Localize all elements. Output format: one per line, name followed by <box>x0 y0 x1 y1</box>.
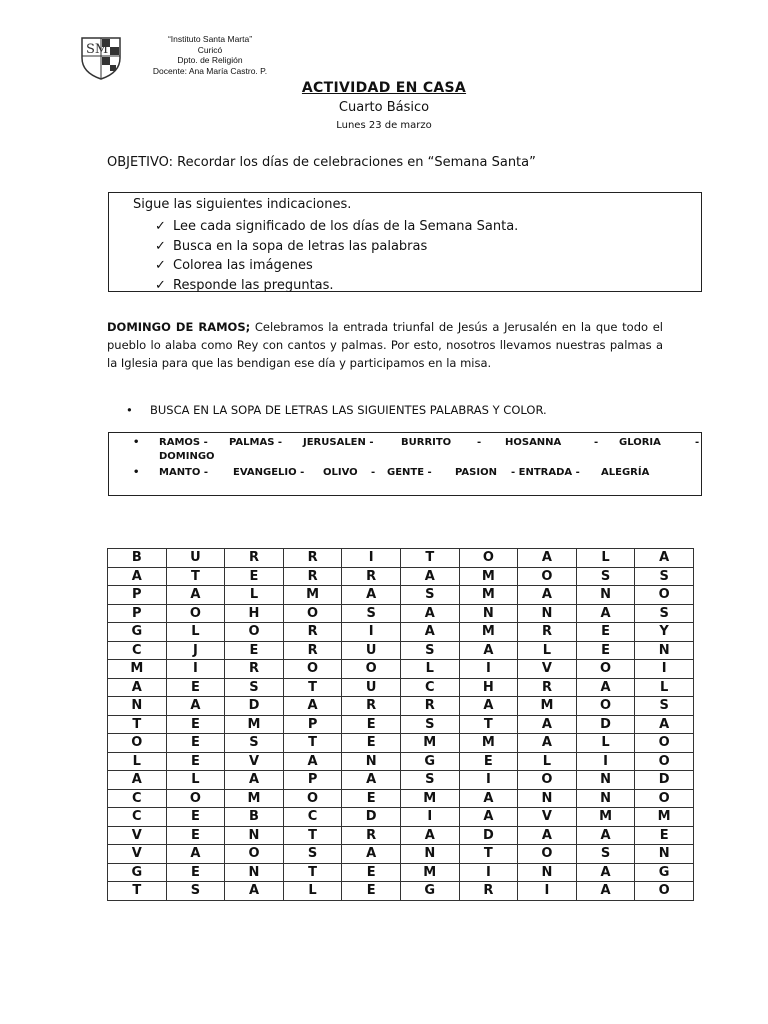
grid-cell[interactable]: E <box>342 734 401 753</box>
grid-cell[interactable]: I <box>342 549 401 568</box>
word-item: BURRITO <box>401 437 452 448</box>
instruction-item: ✓ Busca en la sopa de letras las palabras <box>155 237 518 257</box>
grid-cell[interactable]: E <box>459 752 518 771</box>
check-icon: ✓ <box>155 219 166 234</box>
word-line <box>133 437 703 451</box>
grid-cell[interactable]: M <box>459 567 518 586</box>
grid-row <box>108 678 694 697</box>
grid-cell[interactable]: S <box>400 715 459 734</box>
word-item: PASION <box>455 467 497 478</box>
grid-cell[interactable]: M <box>518 697 577 716</box>
grid-cell[interactable]: E <box>166 808 225 827</box>
grid-cell[interactable]: O <box>166 789 225 808</box>
grid-cell[interactable]: T <box>166 567 225 586</box>
grid-cell[interactable]: N <box>342 752 401 771</box>
instructions-intro: Sigue las siguientes indicaciones. <box>133 197 352 212</box>
grid-cell[interactable]: O <box>518 567 577 586</box>
grid-cell[interactable]: E <box>342 882 401 901</box>
grid-cell[interactable]: I <box>459 660 518 679</box>
grid-row <box>108 586 694 605</box>
grid-cell[interactable]: P <box>283 771 342 790</box>
grid-cell[interactable]: I <box>635 660 694 679</box>
grid-row <box>108 882 694 901</box>
instruction-item: ✓ Lee cada significado de los días de la Semana Santa. <box>155 217 518 237</box>
grid-cell[interactable]: R <box>518 623 577 642</box>
grid-cell[interactable]: S <box>635 697 694 716</box>
grid-cell[interactable]: N <box>635 845 694 864</box>
grid-cell[interactable]: N <box>576 771 635 790</box>
grid-cell[interactable]: M <box>283 586 342 605</box>
palm-sunday-paragraph <box>107 318 663 372</box>
grid-cell[interactable]: O <box>576 660 635 679</box>
grid-cell[interactable]: T <box>108 882 167 901</box>
grid-cell[interactable]: U <box>342 641 401 660</box>
bullet-icon: • <box>133 437 140 448</box>
grid-cell[interactable]: I <box>400 808 459 827</box>
school-header <box>78 34 298 84</box>
search-instruction: • BUSCA EN LA SOPA DE LETRAS LAS SIGUIENTES PALABRAS Y COLOR. <box>126 403 547 417</box>
grid-cell[interactable]: T <box>283 734 342 753</box>
grid-cell[interactable]: M <box>459 623 518 642</box>
grid-cell[interactable]: S <box>342 604 401 623</box>
school-info <box>130 34 290 76</box>
grid-cell[interactable]: A <box>283 752 342 771</box>
grid-cell[interactable]: O <box>283 660 342 679</box>
grid-cell[interactable]: S <box>225 678 284 697</box>
grid-cell[interactable]: T <box>283 678 342 697</box>
grid-cell[interactable]: L <box>283 882 342 901</box>
grid-cell[interactable]: P <box>108 604 167 623</box>
grid-cell[interactable]: A <box>518 549 577 568</box>
grid-cell[interactable]: O <box>459 549 518 568</box>
grid-cell[interactable]: E <box>166 752 225 771</box>
objective: OBJETIVO: Recordar los días de celebraciones en “Semana Santa” <box>107 155 536 170</box>
grid-cell[interactable]: A <box>518 715 577 734</box>
grid-cell[interactable]: O <box>518 845 577 864</box>
grid-cell[interactable]: E <box>342 715 401 734</box>
grid-cell[interactable]: U <box>342 678 401 697</box>
grid-row <box>108 641 694 660</box>
grid-row <box>108 808 694 827</box>
grid-cell[interactable]: A <box>400 604 459 623</box>
grid-cell[interactable]: S <box>166 882 225 901</box>
word-item: JERUSALEN - <box>303 437 374 448</box>
grid-cell[interactable]: R <box>400 697 459 716</box>
grid-cell[interactable]: A <box>108 567 167 586</box>
grid-cell[interactable]: T <box>400 549 459 568</box>
grid-cell[interactable]: E <box>225 641 284 660</box>
instructions-list <box>155 217 518 295</box>
word-item: - <box>477 437 482 448</box>
instruction-item: ✓ Responde las preguntas. <box>155 276 518 296</box>
grid-cell[interactable]: D <box>342 808 401 827</box>
grid-cell[interactable]: E <box>635 826 694 845</box>
grid-cell[interactable]: D <box>635 771 694 790</box>
grid-cell[interactable]: L <box>518 641 577 660</box>
word-item: - <box>594 437 599 448</box>
grid-cell[interactable]: O <box>635 789 694 808</box>
grid-cell[interactable]: L <box>108 752 167 771</box>
grid-cell[interactable]: D <box>225 697 284 716</box>
grid-cell[interactable]: M <box>225 789 284 808</box>
word-item: MANTO - <box>159 467 209 478</box>
grid-cell[interactable]: A <box>576 678 635 697</box>
grid-row <box>108 604 694 623</box>
grid-cell[interactable]: R <box>342 826 401 845</box>
grid-cell[interactable]: L <box>576 734 635 753</box>
grid-cell[interactable]: N <box>635 641 694 660</box>
grid-cell[interactable]: N <box>518 789 577 808</box>
school-name: “Instituto Santa Marta” <box>167 34 253 44</box>
grid-cell[interactable]: L <box>518 752 577 771</box>
grid-cell[interactable]: C <box>108 808 167 827</box>
grid-cell[interactable]: R <box>225 549 284 568</box>
grid-cell[interactable]: O <box>635 734 694 753</box>
grid-cell[interactable]: E <box>166 734 225 753</box>
grid-cell[interactable]: O <box>283 789 342 808</box>
grid-cell[interactable]: L <box>166 771 225 790</box>
grid-cell[interactable]: B <box>225 808 284 827</box>
grid-cell[interactable]: R <box>225 660 284 679</box>
grid-cell[interactable]: E <box>576 641 635 660</box>
grid-cell[interactable]: T <box>459 845 518 864</box>
grid-cell[interactable]: M <box>400 863 459 882</box>
grid-cell[interactable]: M <box>400 789 459 808</box>
grid-row <box>108 549 694 568</box>
grid-cell[interactable]: E <box>166 678 225 697</box>
grid-cell[interactable]: A <box>342 845 401 864</box>
grid-cell[interactable]: I <box>459 771 518 790</box>
word-list-box <box>108 432 702 496</box>
grid-cell[interactable]: R <box>342 697 401 716</box>
grid-cell[interactable]: O <box>518 771 577 790</box>
grid-cell[interactable]: Y <box>635 623 694 642</box>
word-item: GENTE - <box>387 467 432 478</box>
word-item: EVANGELIO - <box>233 467 305 478</box>
grid-cell[interactable]: D <box>576 715 635 734</box>
grid-cell[interactable]: A <box>166 697 225 716</box>
grid-cell[interactable]: O <box>225 623 284 642</box>
word-item: ALEGRÍA <box>601 467 650 478</box>
grid-row <box>108 771 694 790</box>
grid-cell[interactable]: S <box>400 771 459 790</box>
grid-cell[interactable]: T <box>459 715 518 734</box>
grid-row <box>108 789 694 808</box>
grid-cell[interactable]: A <box>576 604 635 623</box>
grid-cell[interactable]: A <box>108 678 167 697</box>
grid-cell[interactable]: M <box>459 586 518 605</box>
grid-cell[interactable]: M <box>108 660 167 679</box>
grid-cell[interactable]: M <box>459 734 518 753</box>
grid-cell[interactable]: O <box>635 586 694 605</box>
word-item: PALMAS - <box>229 437 283 448</box>
school-logo <box>78 34 124 80</box>
grid-cell[interactable]: V <box>108 826 167 845</box>
grid-cell[interactable]: N <box>459 604 518 623</box>
grid-cell[interactable]: A <box>400 826 459 845</box>
grid-cell[interactable]: E <box>576 623 635 642</box>
grid-cell[interactable]: L <box>400 660 459 679</box>
grid-cell[interactable]: O <box>225 845 284 864</box>
grid-cell[interactable]: N <box>576 789 635 808</box>
word-item: HOSANNA <box>505 437 562 448</box>
grade-label: Cuarto Básico <box>338 100 430 115</box>
grid-cell[interactable]: I <box>342 623 401 642</box>
grid-cell[interactable]: V <box>518 808 577 827</box>
grid-cell[interactable]: A <box>166 845 225 864</box>
paragraph-body: Celebramos la entrada triunfal de Jesús a Jerusalén en la que todo el pueblo lo alaba como Rey con cantos y palmas. Por esto, nosotros llevamos nuestras palmas a la Iglesia para que las bendigan ese día y participamos en la misa. <box>107 320 663 370</box>
grid-row <box>108 863 694 882</box>
grid-cell[interactable]: I <box>576 752 635 771</box>
grid-cell[interactable]: S <box>400 641 459 660</box>
grid-cell[interactable]: G <box>108 863 167 882</box>
grid-cell[interactable]: A <box>635 549 694 568</box>
check-icon: ✓ <box>155 277 166 293</box>
grid-row <box>108 734 694 753</box>
check-icon: ✓ <box>155 238 166 254</box>
grid-cell[interactable]: S <box>283 845 342 864</box>
grid-cell[interactable]: T <box>283 826 342 845</box>
grid-row <box>108 752 694 771</box>
grid-cell[interactable]: S <box>576 567 635 586</box>
grid-cell[interactable]: A <box>108 771 167 790</box>
grid-cell[interactable]: N <box>518 604 577 623</box>
grid-cell[interactable]: G <box>635 863 694 882</box>
grid-cell[interactable]: C <box>283 808 342 827</box>
grid-cell[interactable]: R <box>283 567 342 586</box>
grid-cell[interactable]: G <box>108 623 167 642</box>
grid-cell[interactable]: O <box>283 604 342 623</box>
grid-cell[interactable]: O <box>576 697 635 716</box>
grid-cell[interactable]: V <box>225 752 284 771</box>
grid-cell[interactable]: L <box>635 678 694 697</box>
grid-cell[interactable]: L <box>166 623 225 642</box>
grid-cell[interactable]: R <box>342 567 401 586</box>
grid-cell[interactable]: A <box>225 771 284 790</box>
grid-cell[interactable]: A <box>576 882 635 901</box>
grid-cell[interactable]: A <box>400 567 459 586</box>
grid-cell[interactable]: I <box>518 882 577 901</box>
grid-cell[interactable]: A <box>576 826 635 845</box>
grid-cell[interactable]: E <box>166 863 225 882</box>
grid-cell[interactable]: G <box>400 752 459 771</box>
grid-cell[interactable]: A <box>635 715 694 734</box>
instructions-box <box>108 192 702 292</box>
grid-cell[interactable]: N <box>576 586 635 605</box>
bullet-icon: • <box>126 403 133 417</box>
grid-cell[interactable]: A <box>518 586 577 605</box>
grid-cell[interactable]: C <box>108 789 167 808</box>
grid-row <box>108 845 694 864</box>
grid-cell[interactable]: H <box>225 604 284 623</box>
grid-cell[interactable]: O <box>342 660 401 679</box>
grid-cell[interactable]: I <box>166 660 225 679</box>
grid-cell[interactable]: R <box>518 678 577 697</box>
grid-cell[interactable]: E <box>166 715 225 734</box>
word-item: GLORIA <box>619 437 661 448</box>
grid-cell[interactable]: L <box>225 586 284 605</box>
grid-cell[interactable]: A <box>459 697 518 716</box>
grid-cell[interactable]: A <box>166 586 225 605</box>
grid-cell[interactable]: I <box>459 863 518 882</box>
grid-cell[interactable]: G <box>400 882 459 901</box>
teacher: Docente: Ana María Castro. P. <box>152 65 268 76</box>
grid-cell[interactable]: E <box>166 826 225 845</box>
grid-cell[interactable]: S <box>635 567 694 586</box>
school-city: Curicó <box>197 44 223 55</box>
grid-cell[interactable]: A <box>342 771 401 790</box>
grid-cell[interactable]: P <box>108 586 167 605</box>
grid-row <box>108 623 694 642</box>
word-item: RAMOS - <box>159 437 208 448</box>
word-item: - <box>371 467 376 478</box>
grid-row <box>108 826 694 845</box>
grid-cell[interactable]: L <box>576 549 635 568</box>
grid-cell[interactable]: E <box>342 789 401 808</box>
word-item: DOMINGO <box>159 451 215 462</box>
grid-cell[interactable]: O <box>635 882 694 901</box>
grid-cell[interactable]: R <box>283 641 342 660</box>
grid-cell[interactable]: O <box>108 734 167 753</box>
grid-cell[interactable]: T <box>108 715 167 734</box>
grid-cell[interactable]: O <box>166 604 225 623</box>
check-icon: ✓ <box>155 258 166 273</box>
grid-cell[interactable]: S <box>635 604 694 623</box>
grid-cell[interactable]: S <box>400 586 459 605</box>
grid-cell[interactable]: A <box>459 789 518 808</box>
grid-cell[interactable]: C <box>400 678 459 697</box>
grid-cell[interactable]: A <box>400 623 459 642</box>
grid-cell[interactable]: A <box>459 808 518 827</box>
grid-cell[interactable]: E <box>225 567 284 586</box>
grid-cell[interactable]: A <box>576 863 635 882</box>
paragraph-heading: DOMINGO DE RAMOS; <box>107 320 251 334</box>
page-title: ACTIVIDAD EN CASA <box>301 80 467 96</box>
grid-cell[interactable]: U <box>166 549 225 568</box>
grid-row <box>108 660 694 679</box>
bullet-icon: • <box>133 467 140 478</box>
grid-cell[interactable]: J <box>166 641 225 660</box>
grid-cell[interactable]: P <box>283 715 342 734</box>
grid-cell[interactable]: R <box>283 623 342 642</box>
grid-cell[interactable]: A <box>342 586 401 605</box>
word-item: - ENTRADA - <box>511 467 580 478</box>
grid-cell[interactable]: N <box>400 845 459 864</box>
grid-row <box>108 715 694 734</box>
svg-text:SM: SM <box>86 42 109 57</box>
grid-cell[interactable]: A <box>283 697 342 716</box>
date-label: Lunes 23 de marzo <box>336 120 432 131</box>
grid-cell[interactable]: S <box>225 734 284 753</box>
grid-cell[interactable]: T <box>283 863 342 882</box>
grid-cell[interactable]: E <box>342 863 401 882</box>
grid-cell[interactable]: A <box>518 826 577 845</box>
grid-cell[interactable]: M <box>635 808 694 827</box>
grid-cell[interactable]: H <box>459 678 518 697</box>
grid-cell[interactable]: M <box>225 715 284 734</box>
grid-cell[interactable]: N <box>225 826 284 845</box>
grid-cell[interactable]: V <box>108 845 167 864</box>
grid-cell[interactable]: R <box>459 882 518 901</box>
grid-cell[interactable]: C <box>108 641 167 660</box>
grid-cell[interactable]: M <box>400 734 459 753</box>
grid-cell[interactable]: N <box>225 863 284 882</box>
grid-cell[interactable]: A <box>225 882 284 901</box>
grid-cell[interactable]: M <box>576 808 635 827</box>
word-item: - <box>695 437 700 448</box>
grid-cell[interactable]: B <box>108 549 167 568</box>
word-item: OLIVO <box>323 467 358 478</box>
grid-cell[interactable]: R <box>283 549 342 568</box>
grid-cell[interactable]: N <box>108 697 167 716</box>
grid-cell[interactable]: S <box>576 845 635 864</box>
grid-row <box>108 567 694 586</box>
word-line <box>133 467 693 481</box>
grid-cell[interactable]: D <box>459 826 518 845</box>
grid-cell[interactable]: V <box>518 660 577 679</box>
grid-cell[interactable]: N <box>518 863 577 882</box>
word-search-grid <box>107 548 694 901</box>
grid-cell[interactable]: A <box>518 734 577 753</box>
grid-row <box>108 697 694 716</box>
grid-cell[interactable]: O <box>635 752 694 771</box>
department: Dpto. de Religión <box>177 55 243 65</box>
grid-cell[interactable]: A <box>459 641 518 660</box>
instruction-item: ✓ Colorea las imágenes <box>155 256 518 276</box>
